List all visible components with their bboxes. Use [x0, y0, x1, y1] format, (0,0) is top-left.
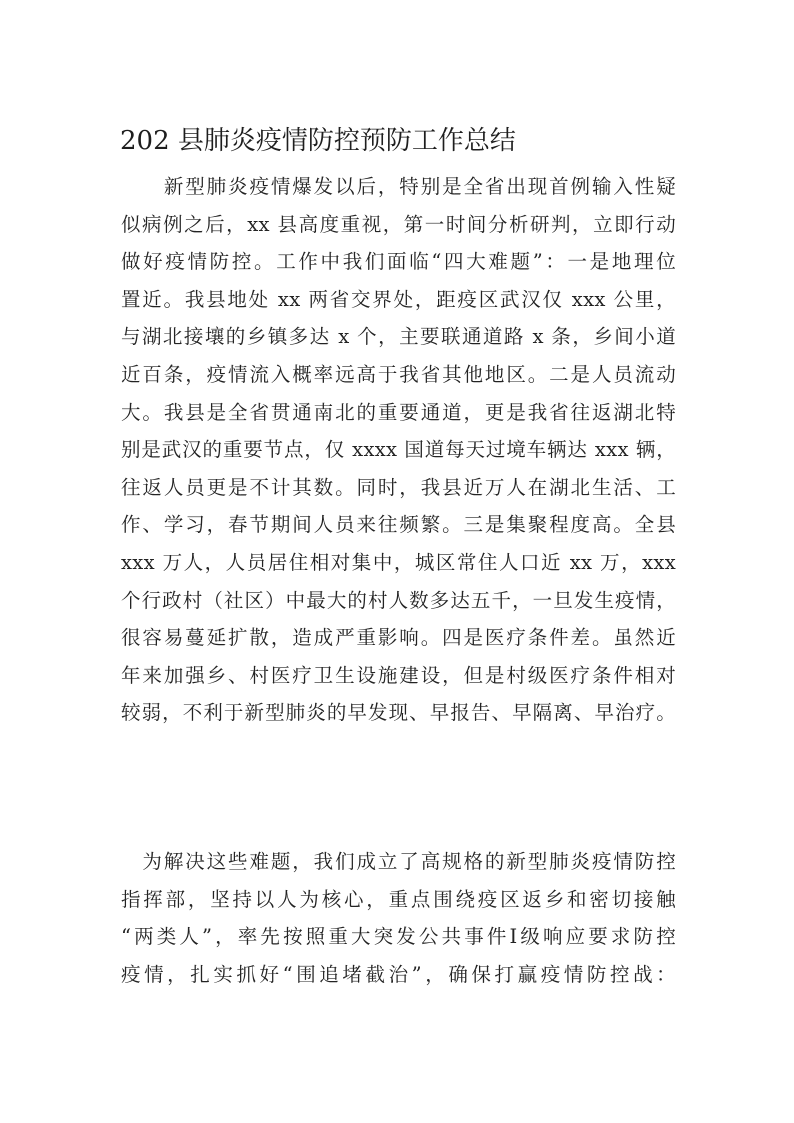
text-line: xxx 万人，人员居住相对集中，城区常住人口近 xx 万，xxx: [121, 550, 676, 574]
text-line: 置近。我县地处 xx 两省交界处，距疫区武汉仅 xxx 公里，: [121, 287, 676, 311]
text-line: 作、学习，春节期间人员来往频繁。三是集聚程度高。全县: [121, 513, 676, 537]
paragraph-1: [121, 168, 676, 732]
text-line: 指挥部，坚持以人为核心，重点围绕疫区返乡和密切接触: [121, 887, 676, 911]
text-line: 做好疫情防控。工作中我们面临“四大难题”：一是地理位: [121, 250, 676, 274]
text-line: 大。我县是全省贯通南北的重要通道，更是我省往返湖北特: [121, 400, 676, 424]
text-line: 为解决这些难题，我们成立了高规格的新型肺炎疫情防控: [121, 850, 676, 873]
text-line: 较弱，不利于新型肺炎的早发现、早报告、早隔离、早治疗。: [121, 701, 676, 725]
text-line: 往返人员更是不计其数。同时，我县近万人在湖北生活、工: [121, 475, 676, 499]
text-line: 与湖北接壤的乡镇多达 x 个，主要联通道路 x 条，乡间小道: [121, 325, 676, 349]
text-line: 别是武汉的重要节点，仅 xxxx 国道每天过境车辆达 xxx 辆，: [121, 438, 676, 462]
text-line: 新型肺炎疫情爆发以后，特别是全省出现首例输入性疑: [121, 175, 676, 198]
text-line: “两类人”，率先按照重大突发公共事件Ⅰ级响应要求防控: [121, 925, 676, 949]
text-line: 个行政村（社区）中最大的村人数多达五千，一旦发生疫情，: [121, 588, 676, 612]
text-line: 很容易蔓延扩散，造成严重影响。四是医疗条件差。虽然近: [121, 626, 676, 650]
text-line: 疫情，扎实抓好“围追堵截治”，确保打赢疫情防控战：: [121, 962, 676, 986]
text-line: 年来加强乡、村医疗卫生设施建设，但是村级医疗条件相对: [121, 663, 676, 687]
text-line: 近百条，疫情流入概率远高于我省其他地区。二是人员流动: [121, 362, 676, 386]
text-line: 似病例之后，xx 县高度重视，第一时间分析研判，立即行动: [121, 212, 676, 236]
paragraph-2: [121, 843, 676, 993]
document-title: 202 县肺炎疫情防控预防工作总结: [120, 126, 516, 156]
